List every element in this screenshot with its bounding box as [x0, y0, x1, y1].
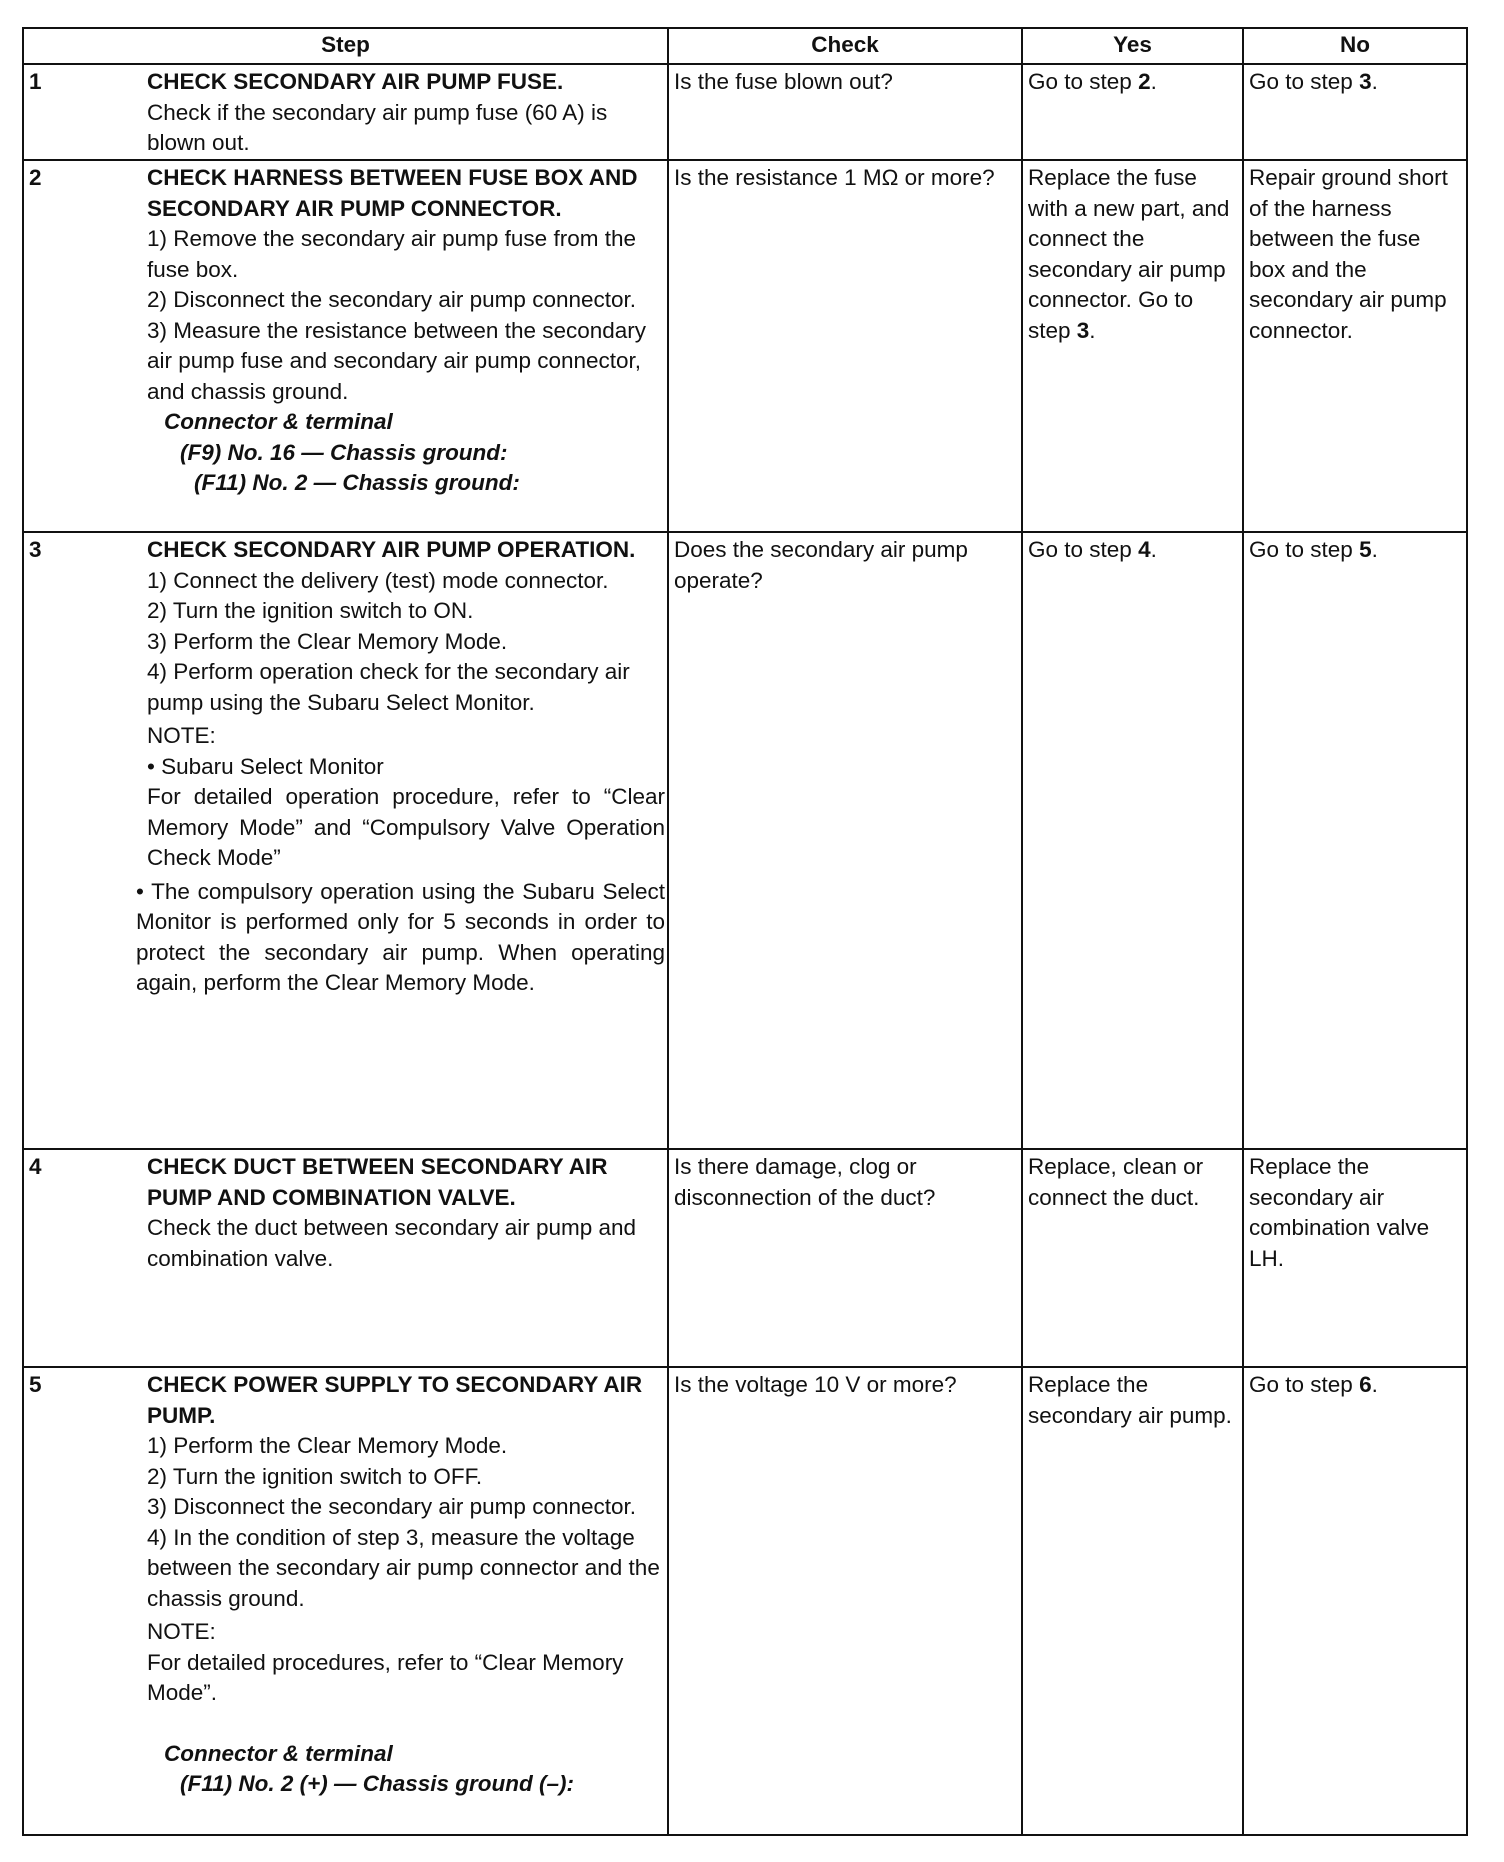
procedure-item: 3) Measure the resistance between the secondary air pump fuse and secondary air pump connector, and chassis ground. [147, 317, 647, 404]
table-row [23, 1367, 1467, 1835]
step-number: 4 [29, 1154, 42, 1179]
yes-cell: Go to step 4. [1022, 532, 1243, 1149]
yes-cell: Replace, clean or connect the duct. [1022, 1149, 1243, 1367]
no-cell: Go to step 6. [1243, 1367, 1467, 1835]
check-cell: Does the secondary air pump operate? [668, 532, 1022, 1149]
connector-terminal-line: (F11) No. 2 (+) — Chassis ground (–): [180, 1771, 574, 1796]
no-cell: Go to step 5. [1243, 532, 1467, 1149]
diagnostic-table [22, 27, 1468, 1836]
check-cell: Is the voltage 10 V or more? [668, 1367, 1022, 1835]
troubleshooting-page [22, 27, 1468, 1836]
step-body: Check the duct between secondary air pump and combination valve. [147, 1215, 637, 1271]
yes-cell: Replace the secondary air pump. [1022, 1367, 1243, 1835]
procedure-item: 2) Turn the ignition switch to ON. [147, 598, 474, 623]
step-number: 5 [29, 1372, 42, 1397]
connector-terminal-title: Connector & terminal [164, 1740, 393, 1766]
step-title: CHECK POWER SUPPLY TO SECONDARY AIR PUMP. [147, 1372, 643, 1428]
note-bullet: • The compulsory operation using the Subaru Select Monitor is performed only for 5 seconds in order to protect the secondary air pump. When operating again, perform the Clear Memory Mode. [136, 878, 665, 995]
step-ref: 3 [1076, 317, 1090, 343]
header-check: Check [668, 28, 1022, 64]
step-body: Check if the secondary air pump fuse (60 A) is blown out. [147, 99, 608, 155]
check-cell: Is the fuse blown out? [668, 64, 1022, 160]
note-label: NOTE: [147, 723, 216, 748]
step-cell [23, 160, 668, 532]
procedure-item: 2) Turn the ignition switch to OFF. [147, 1463, 483, 1489]
step-title: CHECK SECONDARY AIR PUMP OPERATION. [147, 537, 636, 562]
check-cell: Is the resistance 1 MΩ or more? [668, 160, 1022, 532]
header-no: No [1243, 28, 1467, 64]
note-label: NOTE: [147, 1619, 216, 1644]
connector-terminal-title: Connector & terminal [164, 409, 393, 434]
note-text: For detailed operation procedure, refer to “Clear Memory Mode” and “Compulsory Valve Operation Check Mode” [147, 784, 665, 870]
header-yes: Yes [1022, 28, 1243, 64]
step-number: 2 [29, 165, 42, 190]
step-title: CHECK DUCT BETWEEN SECONDARY AIR PUMP AND COMBINATION VALVE. [147, 1154, 608, 1210]
step-ref: 3 [1359, 69, 1372, 94]
table-row [23, 532, 1467, 1149]
procedure-item: 2) Disconnect the secondary air pump connector. [147, 287, 637, 312]
step-ref: 2 [1138, 69, 1151, 94]
yes-cell: Replace the fuse with a new part, and connect the secondary air pump connector. Go to step 3. [1022, 160, 1243, 532]
step-number: 3 [29, 537, 42, 562]
header-step: Step [23, 28, 668, 64]
procedure-item: 1) Remove the secondary air pump fuse from the fuse box. [147, 226, 636, 282]
yes-cell: Go to step 2. [1022, 64, 1243, 160]
procedure-item: 3) Perform the Clear Memory Mode. [147, 628, 508, 654]
step-number: 1 [29, 69, 42, 94]
step-title: CHECK HARNESS BETWEEN FUSE BOX AND SECONDARY AIR PUMP CONNECTOR. [147, 165, 638, 221]
note-bullet: • Subaru Select Monitor [147, 753, 384, 779]
no-cell: Replace the secondary air combination valve LH. [1243, 1149, 1467, 1367]
connector-terminal-line: (F11) No. 2 — Chassis ground: [194, 470, 520, 495]
procedure-item: 3) Disconnect the secondary air pump connector. [147, 1494, 637, 1519]
no-cell: Go to step 3. [1243, 64, 1467, 160]
no-cell: Repair ground short of the harness between the fuse box and the secondary air pump connector. [1243, 160, 1467, 532]
step-title: CHECK SECONDARY AIR PUMP FUSE. [147, 69, 564, 94]
table-row [23, 64, 1467, 160]
connector-terminal-line: (F9) No. 16 — Chassis ground: [180, 439, 508, 465]
procedure-item: 4) Perform operation check for the secondary air pump using the Subaru Select Monitor. [147, 659, 630, 715]
note-text: For detailed procedures, refer to “Clear Memory Mode”. [147, 1649, 624, 1705]
step-cell [23, 1149, 668, 1367]
table-row [23, 1149, 1467, 1367]
step-ref: 5 [1359, 537, 1372, 562]
procedure-item: 1) Connect the delivery (test) mode connector. [147, 567, 609, 593]
step-cell [23, 64, 668, 160]
step-ref: 4 [1138, 537, 1151, 562]
step-cell [23, 532, 668, 1149]
procedure-item: 1) Perform the Clear Memory Mode. [147, 1433, 508, 1458]
step-cell [23, 1367, 668, 1835]
table-row [23, 160, 1467, 532]
procedure-item: 4) In the condition of step 3, measure the voltage between the secondary air pump connector and the chassis ground. [147, 1524, 660, 1611]
header-row [23, 28, 1467, 64]
step-ref: 6 [1359, 1372, 1372, 1397]
check-cell: Is there damage, clog or disconnection of the duct? [668, 1149, 1022, 1367]
